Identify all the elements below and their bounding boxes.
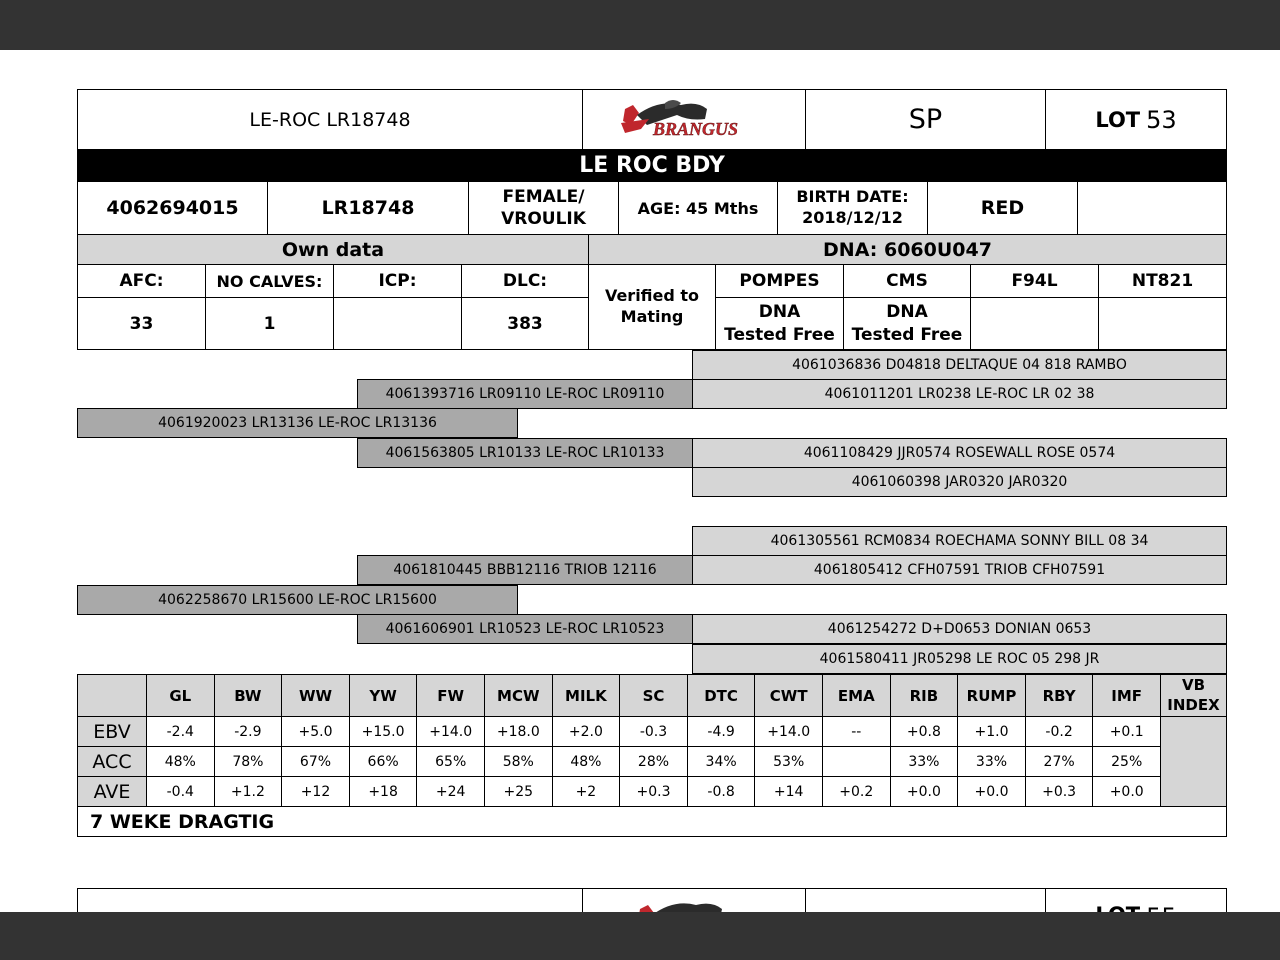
verified-to-mating: Verified to Mating [588,264,716,350]
color: RED [927,181,1078,235]
dna-title: DNA: 6060U047 [588,234,1227,265]
brangus-logo [619,95,769,145]
ebv-row-label-acc: ACC [77,746,147,777]
ebv-value-ave-dtc: -0.8 [687,776,756,807]
own-data-title: Own data [77,234,589,265]
ebv-header-sc: SC [619,674,688,717]
vb-index-value [1160,716,1227,807]
pedigree-dam-sire-sire: 4061305561 RCM0834 ROECHAMA SONNY BILL 08 34 [692,526,1227,556]
pedigree-sire-sire-dam: 4061011201 LR0238 LE-ROC LR 02 38 [692,379,1227,409]
nt821-value [1098,297,1227,350]
ebv-header-rib: RIB [890,674,959,717]
pedigree-sire-sire: 4061393716 LR09110 LE-ROC LR09110 [357,379,693,409]
ebv-value-acc-mcw: 58% [484,746,553,777]
ebv-value-ebv-ema: -- [822,716,891,747]
nt821-header: NT821 [1098,264,1227,298]
cms-header: CMS [843,264,971,298]
ebv-value-ave-ema: +0.2 [822,776,891,807]
ebv-header-dtc: DTC [687,674,756,717]
birth-date: BIRTH DATE: 2018/12/12 [777,181,928,235]
pedigree-sire: 4061920023 LR13136 LE-ROC LR13136 [77,408,518,438]
dlc-header: DLC: [461,264,589,298]
pedigree-dam-dam-sire: 4061254272 D+D0653 DONIAN 0653 [692,614,1227,644]
pedigree-dam-dam-dam: 4061580411 JR05298 LE ROC 05 298 JR [692,644,1227,674]
ebv-value-ebv-bw: -2.9 [214,716,283,747]
f94l-header: F94L [970,264,1099,298]
ebv-value-ave-cwt: +14 [754,776,823,807]
pompes-header: POMPES [715,264,844,298]
ebv-value-ave-fw: +24 [416,776,485,807]
pedigree-sire-dam: 4061563805 LR10133 LE-ROC LR10133 [357,438,693,468]
brangus-logo-cell [582,89,806,150]
ebv-value-ave-gl: -0.4 [146,776,215,807]
logo-wordmark: BRANGUS [653,118,739,139]
pregnancy-note: 7 WEKE DRAGTIG [77,806,1227,837]
ebv-value-ave-yw: +18 [349,776,418,807]
ebv-header-yw: YW [349,674,418,717]
lot-label: LOT [1095,107,1141,132]
pedigree-sire-sire-sire: 4061036836 D04818 DELTAQUE 04 818 RAMBO [692,350,1227,380]
viewer-top-bar [0,0,1280,50]
pedigree-dam-dam: 4061606901 LR10523 LE-ROC LR10523 [357,614,693,644]
ebv-value-ebv-cwt: +14.0 [754,716,823,747]
afc-value: 33 [77,297,206,350]
icp-value [333,297,462,350]
ebv-value-acc-imf: 25% [1092,746,1161,777]
afc-header: AFC: [77,264,206,298]
ebv-value-ebv-mcw: +18.0 [484,716,553,747]
ebv-value-ave-rib: +0.0 [890,776,959,807]
ebv-value-acc-rump: 33% [957,746,1026,777]
ebv-value-ave-bw: +1.2 [214,776,283,807]
ebv-value-acc-bw: 78% [214,746,283,777]
pompes-value: DNA Tested Free [715,297,844,350]
age: AGE: 45 Mths [618,181,778,235]
icp-header: ICP: [333,264,462,298]
sex: FEMALE/ VROULIK [468,181,619,235]
banner-title: LE ROC BDY [77,149,1227,182]
ebv-value-ebv-sc: -0.3 [619,716,688,747]
no-calves-value: 1 [205,297,334,350]
pedigree-dam-sire-dam: 4061805412 CFH07591 TRIOB CFH07591 [692,555,1227,585]
ebv-value-ave-imf: +0.0 [1092,776,1161,807]
ebv-value-ave-mcw: +25 [484,776,553,807]
document-page [0,50,1280,912]
ebv-value-acc-ww: 67% [281,746,350,777]
ebv-value-ebv-imf: +0.1 [1092,716,1161,747]
ebv-value-ebv-yw: +15.0 [349,716,418,747]
f94l-value [970,297,1099,350]
ebv-value-ebv-fw: +14.0 [416,716,485,747]
ebv-value-ave-rby: +0.3 [1025,776,1094,807]
ebv-value-ebv-dtc: -4.9 [687,716,756,747]
ebv-value-ave-milk: +2 [552,776,621,807]
ebv-value-acc-sc: 28% [619,746,688,777]
viewer-bottom-bar [0,912,1280,960]
ebv-header-fw: FW [416,674,485,717]
ebv-header-rby: RBY [1025,674,1094,717]
ebv-value-ebv-rby: -0.2 [1025,716,1094,747]
pedigree-sire-dam-sire: 4061108429 JJR0574 ROSEWALL ROSE 0574 [692,438,1227,468]
dlc-value: 383 [461,297,589,350]
pedigree-dam: 4062258670 LR15600 LE-ROC LR15600 [77,585,518,615]
blank-cell [1077,181,1227,235]
breed-code: SP [805,89,1046,150]
ebv-value-ebv-gl: -2.4 [146,716,215,747]
ebv-value-ebv-rump: +1.0 [957,716,1026,747]
ebv-value-acc-gl: 48% [146,746,215,777]
ebv-value-acc-milk: 48% [552,746,621,777]
ebv-header-mcw: MCW [484,674,553,717]
ebv-header-ww: WW [281,674,350,717]
ebv-value-acc-rby: 27% [1025,746,1094,777]
ebv-header-imf: IMF [1092,674,1161,717]
ebv-value-acc-dtc: 34% [687,746,756,777]
ebv-value-ebv-milk: +2.0 [552,716,621,747]
ebv-value-acc-fw: 65% [416,746,485,777]
animal-name-top: LE-ROC LR18748 [77,89,583,150]
ebv-value-acc-yw: 66% [349,746,418,777]
ebv-header-ema: EMA [822,674,891,717]
ebv-value-acc-rib: 33% [890,746,959,777]
ebv-row-label-ebv: EBV [77,716,147,747]
herd-id: LR18748 [267,181,469,235]
cms-value: DNA Tested Free [843,297,971,350]
ebv-header-gl: GL [146,674,215,717]
ebv-row-label-ave: AVE [77,776,147,807]
ebv-value-ave-ww: +12 [281,776,350,807]
no-calves-header: NO CALVES: [205,264,334,298]
lot-number: 53 [1146,105,1177,134]
ebv-value-ave-sc: +0.3 [619,776,688,807]
ebv-header-bw: BW [214,674,283,717]
ebv-value-ebv-ww: +5.0 [281,716,350,747]
ebv-value-ave-rump: +0.0 [957,776,1026,807]
ebv-header-cwt: CWT [754,674,823,717]
ebv-value-acc-ema [822,746,891,777]
pedigree-dam-sire: 4061810445 BBB12116 TRIOB 12116 [357,555,693,585]
registration-number: 4062694015 [77,181,268,235]
lot-cell [1045,89,1227,150]
ebv-value-ebv-rib: +0.8 [890,716,959,747]
ebv-corner-cell [77,674,147,717]
pedigree-sire-dam-dam: 4061060398 JAR0320 JAR0320 [692,467,1227,497]
ebv-header-rump: RUMP [957,674,1026,717]
ebv-value-acc-cwt: 53% [754,746,823,777]
ebv-header-milk: MILK [552,674,621,717]
vb-index-header: VB INDEX [1160,674,1227,717]
